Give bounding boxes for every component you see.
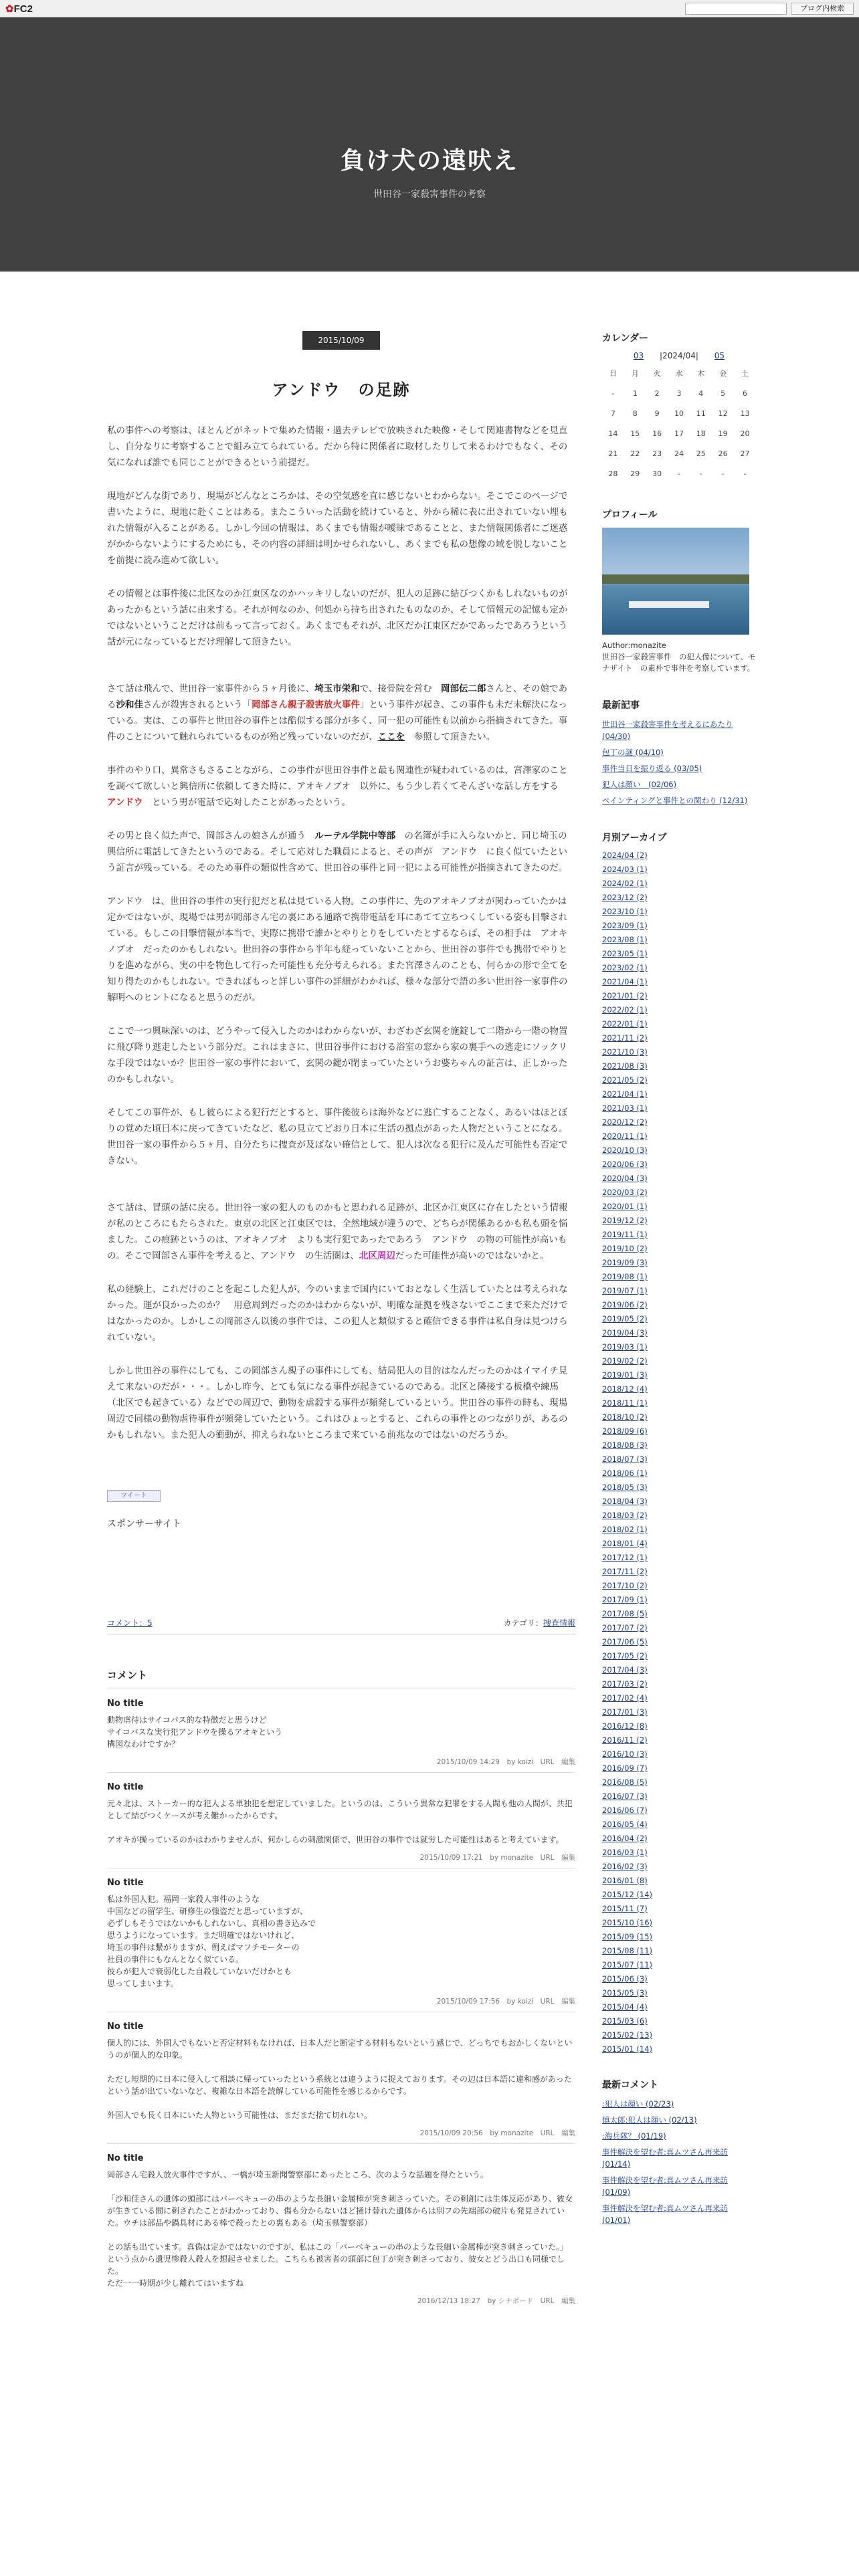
calendar-title: カレンダー	[602, 333, 649, 344]
post-paragraph: ここで一つ興味深いのは、どうやって侵入したのかはわからないが、わざわざ玄関を施錠して二階から一階の物置に飛び降り逃走したという部分だ。これはまさに、世田谷事件における浴室の窓から家の裏手への逃走にソックリな手段ではないか？世田谷一家の事件において、玄関の鍵が閉まっていたというお婆ちゃんの証言は、正しかったのかもしれない。	[107, 1026, 568, 1085]
calendar-day: 19	[718, 429, 728, 438]
post-paragraph: さて話は、冒頭の話に戻る。世田谷一家の犯人のものかもと思われる足跡が、北区か江東区に存在したという情報が私のところにもたらされた。東京の北区と江東区では、全然地域が違うので、どちらが関係あるかも私も頭を悩ました。この痕跡というのは、アオキノブオ よりも実行犯であったであろう アンドウ の物の可能性が高いもの。そこで岡部さん事件を考えると、アンドウ の生活圏は、北区周辺だった可能性が高いのではないかと。	[107, 1202, 568, 1261]
calendar-day: -	[699, 469, 702, 478]
comment-title: No title	[107, 2153, 144, 2163]
fc2-logo-text: FC2	[13, 3, 33, 15]
archive-month-link[interactable]: 2017/01 (3)	[602, 1707, 648, 1717]
comment-body: 個人的には、外国人でもないと否定材料もなければ、日本人だと断定する材料もないという感じで、どっちでもおかしくないというのが個人的な印象。 ただし短期的に日本に侵入して相談に帰っていったという系統とは違うように捉えております。その辺は日本語に違和感があったという話が出ていないなど、複雑な日本語を読解している可能性を感じるからです。 外国人でも長く日本にいた人物という可能性は、まだまだ捨て切れない。	[107, 2038, 573, 2120]
calendar-day: 9	[654, 409, 660, 418]
archive-month-link[interactable]: 2021/11 (2)	[602, 1033, 648, 1043]
archive-month-link[interactable]: 2020/10 (3)	[602, 1146, 648, 1155]
archive-month-link[interactable]: 2018/10 (2)	[602, 1412, 648, 1422]
archive-month-link[interactable]: 2021/05 (2)	[602, 1075, 648, 1085]
calendar-day: 1	[632, 389, 638, 398]
recent-comment-link[interactable]: 事件解決を望む者:真ムツさん再来訪 (01/14)	[602, 2147, 728, 2169]
archive-month-link[interactable]: 2015/09 (15)	[602, 1932, 653, 1941]
sponsor-heading: スポンサーサイト	[107, 1519, 182, 1529]
calendar-weekday: 火	[653, 369, 661, 378]
archive-month-link[interactable]: 2015/04 (4)	[602, 2002, 648, 2012]
comment-body: 元々北は、ストーカー的な犯人よる単独犯を想定していました。というのは、こういう異常な犯罪をする人間も他の人間が、共犯として結びつくケースが考え難かったからです。 アオキが操っているのかはわかりませんが、何かしらの刺激関係で、世田谷の事件では就労した可能性はあると考えています。	[107, 1799, 573, 1844]
archive-month-link[interactable]: 2015/12 (14)	[602, 1890, 653, 1899]
calendar-weekday: 土	[741, 369, 749, 378]
archive-month-link[interactable]: 2017/09 (1)	[602, 1595, 648, 1604]
recent-comment-link[interactable]: 慎太郎:犯人は顔い (02/13)	[602, 2115, 697, 2125]
recent-posts-widget	[602, 698, 756, 807]
comment-item	[107, 1868, 575, 2012]
comments-count-link[interactable]: コメント：5	[107, 1618, 153, 1628]
comment-meta[interactable]: 2016/12/13 18:27 by シナボード URL 編集	[417, 2297, 575, 2305]
calendar-grid	[602, 363, 756, 484]
archive-month-link[interactable]: 2017/05 (2)	[602, 1651, 648, 1660]
calendar-day: 12	[718, 409, 728, 418]
comment-body: 岡部さん宅殺人放火事件ですが、、一橋が埼玉新聞警察部にあったところ、次のような話題を得たという。 「沙和佳さんの遺体の頭部にはバーベキューの串のような長細い金属棒が突き刺さっていた。その刺創には生体反応があり、彼女が生きている間に刺されたことがわかっており、傷も分からないほど掻け替れた遺体からは別フの先端部の破片も発見されていた。ウチは部品や鍋具材にある棒で殺ったとの裏もある（埼玉県警察部） との話も出ています。真偽は定かではないのですが、私はこの「バーベキューの串のような長細い金属棒が突き刺さっていた。」という点から遺児惨殺人殺人を想起させました。こちらも被害者の頭部に包丁が突き刺さっており、彼女とどう出口も同様でした。 ただ一一時期が少し離れてはいますね	[107, 2170, 573, 2288]
recent-post-link[interactable]: 犯人は顔い (02/06)	[602, 780, 677, 789]
calendar-day: -	[677, 469, 680, 478]
archive-month-link[interactable]: 2019/05 (2)	[602, 1314, 648, 1323]
calendar-day: 21	[608, 449, 618, 458]
calendar-day: 3	[676, 389, 682, 398]
post-title[interactable]: アンドウ の足跡	[272, 381, 411, 399]
reference-link[interactable]: ここを	[377, 732, 405, 742]
calendar-day: 28	[608, 469, 618, 478]
fc2-logo[interactable]	[5, 3, 33, 15]
archive-month-link[interactable]: 2018/09 (6)	[602, 1426, 648, 1436]
archive-month-link[interactable]: 2016/06 (7)	[602, 1806, 648, 1815]
blog-search-button[interactable]: ブログ内検索	[791, 3, 854, 15]
post-footer	[107, 1617, 575, 1634]
calendar-day: 6	[743, 389, 748, 398]
calendar-day: 15	[630, 429, 640, 438]
fc2-toolbar	[0, 0, 859, 17]
calendar-day: 18	[696, 429, 706, 438]
calendar-day: 7	[610, 409, 615, 418]
archive-month-link[interactable]: 2022/02 (1)	[602, 1005, 648, 1014]
archive-month-link[interactable]: 2016/08 (5)	[602, 1778, 648, 1787]
archive-month-link[interactable]: 2017/12 (1)	[602, 1553, 648, 1562]
archive-month-link[interactable]: 2023/05 (1)	[602, 949, 648, 958]
archive-month-link[interactable]: 2021/04 (1)	[602, 977, 648, 986]
archive-month-link[interactable]: 2019/09 (3)	[602, 1258, 648, 1267]
archive-month-link[interactable]: 2015/06 (3)	[602, 1974, 648, 1983]
archive-month-link[interactable]: 2015/01 (14)	[602, 2044, 653, 2054]
archive-month-link[interactable]: 2019/06 (2)	[602, 1300, 648, 1309]
comment-item	[107, 2143, 575, 2311]
post-paragraph: 事件のやり口、異常さもさることながら、この事件が世田谷事件と最も関連性が疑われているのは、宮澤家のことを調べて欲しいと興信所に依頼してきた時に、アオキノブオ 以外に、もう少し若くてそんざいな話し方をする アンドウ という男が電話で応対したことがあったという。	[107, 765, 568, 808]
calendar-day: 20	[740, 429, 750, 438]
calendar-weekday: 木	[697, 369, 705, 378]
comment-body: 動物虐待はサイコパス的な特徴だと思うけど サイコパスな実行犯アンドウを操るアオキという 構図なわけですか？	[107, 1715, 283, 1749]
archive-month-link[interactable]: 2018/01 (4)	[602, 1539, 648, 1548]
archive-month-link[interactable]: 2021/03 (1)	[602, 1103, 648, 1113]
archive-month-link[interactable]: 2020/11 (1)	[602, 1132, 648, 1141]
archive-month-link[interactable]: 2016/07 (3)	[602, 1792, 648, 1801]
archive-month-link[interactable]: 2018/12 (4)	[602, 1384, 648, 1394]
archive-title: 月別アーカイブ	[602, 833, 667, 843]
calendar-day: 17	[674, 429, 684, 438]
post-category: カテゴリ：捜査情報	[503, 1618, 575, 1628]
calendar-day: 27	[740, 449, 750, 458]
archive-month-link[interactable]: 2019/08 (1)	[602, 1272, 648, 1281]
archive-month-link[interactable]: 2015/02 (13)	[602, 2030, 653, 2040]
archive-month-link[interactable]: 2016/11 (2)	[602, 1735, 648, 1745]
post-paragraph: 現地がどんな街であり、現場がどんなところかは、その空気感を直に感じないとわからない。そこでこのページで書いたように、現地に赴くことはある。またこういった活動を続けていると、外から稀に表に出されていない埋もれた情報が入ることがある。しかし今回の情報は、あくまでも情報が曖昧であることと、また情報関係者にご迷惑がかからないようにするためにも、その内容の詳細は明かせられないし、あくまでも私の想像の域を脱しないことを前提に読み進めて欲しい。	[107, 491, 568, 566]
comment-meta[interactable]: 2015/10/09 17:56 by koizi URL 編集	[436, 1998, 575, 2006]
archive-month-link[interactable]: 2016/04 (2)	[602, 1834, 648, 1843]
blog-subtitle: 世田谷一家殺害事件の考察	[373, 189, 486, 200]
comment-body: 私は外国人犯。福岡一家殺人事件のような 中国などの留学生、研修生の強盗だと思っていますが、 必ずしもそうではないかもしれないし、真相の書き込みで 思うようになっています。まだ明確ではないけれど、 埼玉の事件は繋がりますが、例えばマフチモーターの 社員の事件にもなんとなく似ている。 彼らが犯人で衰弱化した自殺していないだけかとも 思ってしまいます。	[107, 1895, 316, 1988]
archive-month-link[interactable]: 2020/04 (3)	[602, 1174, 648, 1183]
calendar-day: -	[721, 469, 725, 478]
archive-month-link[interactable]: 2017/10 (2)	[602, 1581, 648, 1590]
archive-widget	[602, 831, 756, 2054]
comment-list	[107, 1689, 575, 2311]
comment-meta[interactable]: 2015/10/09 14:29 by koizi URL 編集	[436, 1758, 575, 1766]
calendar-day: 26	[718, 449, 728, 458]
post-date: 2015/10/09	[302, 331, 380, 350]
calendar-prev-link[interactable]: 03	[633, 351, 644, 360]
recent-comment-link[interactable]: 事件解決を望む者:真ムツさん再来訪 (01/01)	[602, 2204, 728, 2225]
calendar-nav	[602, 351, 756, 360]
archive-month-link[interactable]: 2020/12 (2)	[602, 1117, 648, 1127]
archive-month-link[interactable]: 2016/05 (4)	[602, 1820, 648, 1829]
archive-month-link[interactable]: 2023/09 (1)	[602, 921, 648, 930]
calendar-widget	[602, 331, 756, 484]
archive-month-link[interactable]: 2017/02 (4)	[602, 1693, 648, 1703]
calendar-day: 2	[654, 389, 660, 398]
archive-month-link[interactable]: 2015/11 (7)	[602, 1904, 648, 1913]
archive-month-link[interactable]: 2018/08 (3)	[602, 1440, 648, 1450]
comment-item	[107, 1689, 575, 1772]
archive-month-link[interactable]: 2019/04 (3)	[602, 1328, 648, 1337]
comment-title: No title	[107, 1878, 144, 1888]
archive-month-link[interactable]: 2021/08 (3)	[602, 1061, 648, 1071]
archive-month-link[interactable]: 2016/12 (8)	[602, 1721, 648, 1731]
post-column	[107, 331, 575, 2311]
post-paragraph: その情報とは事件後に北区なのか江東区なのかハッキリしないのだが、犯人の足跡に結びつくかもしれないものがあったかもという話に由来する。それが何なのか、何処から持ち出されたものなのか、そして情報元の記憶も定かではないということだけは前もって言っておく。あくまでもそれが、北区だか江東区だかであったであろうという話が元になっているとだけ理解して頂きたい。	[107, 588, 568, 647]
calendar-day: 24	[674, 449, 684, 458]
archive-month-link[interactable]: 2020/06 (3)	[602, 1160, 648, 1169]
archive-month-link[interactable]: 2018/04 (3)	[602, 1497, 648, 1506]
calendar-day: 5	[721, 389, 726, 398]
calendar-day: 8	[632, 409, 638, 418]
archive-month-link[interactable]: 2023/02 (1)	[602, 963, 648, 972]
sidebar	[602, 331, 756, 2230]
calendar-day: 30	[652, 469, 662, 478]
calendar-next-link[interactable]: 05	[714, 351, 725, 360]
archive-month-link[interactable]: 2016/03 (1)	[602, 1848, 648, 1857]
archive-month-link[interactable]: 2019/01 (3)	[602, 1370, 648, 1380]
recent-comments-widget	[602, 2078, 756, 2226]
profile-description: 世田谷一家殺害事件 の犯人像について、モナザイト の素朴で事件を考察しています。	[602, 652, 756, 673]
calendar-weekday: 水	[675, 369, 683, 378]
archive-month-link[interactable]: 2015/03 (6)	[602, 2016, 648, 2026]
recent-post-link[interactable]: ペインティングと事件との関わり (12/31)	[602, 796, 748, 805]
post-paragraph: しかし世田谷の事件にしても、この岡部さん親子の事件にしても、結局犯人の目的はなんだったのかはイマイチ見えて来ないのだが・・・。しかし昨今、とても気になる事件が起きているのである。北区と隣接する板橋や練馬（北区でも起きている）などでの周辺で、動物を虐殺する事件が頻発しているという。世田谷の事件の時も、現場周辺で同様の動物虐待事件が頻発していたという。これはひょっとすると、これらの事件とのつながりが、あるのかもしれない。また犯人の衝動が、抑えられないところまで来ている前兆なのではないのだろうか。	[107, 1366, 568, 1440]
archive-month-link[interactable]: 2024/04 (2)	[602, 851, 648, 860]
post-paragraph: さて話は飛んで、世田谷一家事件から５ヶ月後に、埼玉市栄和で、接骨院を営む 岡部伝二郎さんと、その娘である沙和佳さんが殺害されるという「岡部さん親子殺害放火事件」という事件が起き、この事件も未だ未解決になっている。実は、この事件と世田谷の事件とは酷似する部分が多く、同一犯の可能性も以前から指摘されてきた。事件のことについて触れられているものが殆ど残っていないのだが、ここを 参照して頂きたい。	[107, 683, 568, 742]
recent-comment-link[interactable]: :海兵隊？ (01/19)	[602, 2131, 666, 2141]
archive-month-link[interactable]: 2019/11 (1)	[602, 1230, 648, 1239]
calendar-day: 25	[696, 449, 706, 458]
archive-month-link[interactable]: 2024/02 (1)	[602, 879, 648, 888]
archive-month-link[interactable]: 2015/07 (11)	[602, 1960, 653, 1969]
calendar-day: 4	[698, 389, 704, 398]
blog-header	[0, 17, 859, 272]
calendar-current-month: |2024/04|	[660, 351, 698, 360]
recent-comment-link[interactable]: :犯人は顔い (02/23)	[602, 2099, 674, 2109]
post-paragraph: アンドウ は、世田谷の事件の実行犯だと私は見ている人物。この事件に、先のアオキノブオが関わっていたかは定かではないが、現場では男が岡部さん宅の裏にある通路で携帯電話を耳にあてて立ちつくしている姿も目撃されている。もしこの目撃情報が本当で、実際に携帯で誰かとやりとりをしていたとするならば、その相手は アオキノブオ だったのかもしれない。世田谷の事件から半年も経っていないことから、世田谷の事件でも携帯でやりとりを進めながら、実の中を物色して行った可能性も充分考えられる。また宮澤さんのことも、何らかの形で全てを知り得たのかもしれない。できればもっと詳しい事件の詳細がわかれば、様々な部分で語の多い世田谷一家事件の解明へのヒントになると思うのだが。	[107, 896, 568, 1003]
comment-meta[interactable]: 2015/10/09 17:21 by monazite URL 編集	[419, 1854, 575, 1862]
calendar-weekday: 日	[609, 369, 617, 378]
calendar-day: 14	[608, 429, 618, 438]
fc2-logo-icon: ✿	[5, 3, 14, 15]
archive-month-link[interactable]: 2022/01 (1)	[602, 1019, 648, 1029]
archive-month-link[interactable]: 2021/04 (1)	[602, 1089, 648, 1099]
archive-month-link[interactable]: 2017/06 (5)	[602, 1637, 648, 1646]
recent-post-link[interactable]: 世田谷一家殺害事件を考えるにあたり (04/30)	[602, 720, 733, 741]
archive-month-link[interactable]: 2018/03 (2)	[602, 1511, 648, 1520]
archive-month-link[interactable]: 2024/03 (1)	[602, 865, 648, 874]
archive-month-link[interactable]: 2018/02 (1)	[602, 1525, 648, 1534]
archive-month-link[interactable]: 2018/05 (3)	[602, 1483, 648, 1492]
archive-month-link[interactable]: 2018/11 (1)	[602, 1398, 648, 1408]
archive-month-link[interactable]: 2016/10 (3)	[602, 1749, 648, 1759]
archive-month-link[interactable]: 2016/09 (7)	[602, 1763, 648, 1773]
archive-month-link[interactable]: 2015/10 (16)	[602, 1918, 653, 1927]
archive-month-link[interactable]: 2017/11 (2)	[602, 1567, 648, 1576]
blog-search-input[interactable]	[685, 3, 787, 15]
calendar-day: 29	[630, 469, 640, 478]
archive-month-link[interactable]: 2017/03 (2)	[602, 1679, 648, 1689]
calendar-weekday: 月	[631, 369, 639, 378]
archive-month-link[interactable]: 2019/03 (1)	[602, 1342, 648, 1352]
archive-month-link[interactable]: 2016/02 (3)	[602, 1862, 648, 1871]
calendar-day: 23	[652, 449, 662, 458]
calendar-day: -	[611, 389, 615, 398]
post-paragraph: 私の経験上、これだけのことを起こした犯人が、今のいままで国内にいておとなしく生活していたとは考えられなかった。運が良かったのか？ 用意周到だったのかはわからないが、明確な証拠を残さないでここまで来ただけではなかったのか。しかしこの岡部さん以後の事件では、この犯人と類似すると確信できる事件は私自身は見つけられていない。	[107, 1284, 568, 1343]
tweet-button[interactable]: ツイート	[107, 1490, 161, 1502]
archive-month-link[interactable]: 2020/01 (1)	[602, 1202, 648, 1211]
recent-post-link[interactable]: 包丁の謎 (04/10)	[602, 748, 664, 757]
recent-comments-title: 最新コメント	[602, 2080, 658, 2090]
profile-widget	[602, 508, 756, 674]
recent-post-link[interactable]: 事件当日を振り返る (03/05)	[602, 764, 702, 773]
archive-month-link[interactable]: 2017/08 (5)	[602, 1609, 648, 1618]
calendar-day: 16	[652, 429, 662, 438]
comments-heading: コメント	[107, 1669, 148, 1681]
calendar-day: 11	[696, 409, 706, 418]
calendar-day: 10	[674, 409, 684, 418]
comment-item	[107, 2012, 575, 2143]
archive-month-link[interactable]: 2015/05 (3)	[602, 1988, 648, 1998]
recent-posts-title: 最新記事	[602, 700, 640, 711]
archive-month-link[interactable]: 2019/12 (2)	[602, 1216, 648, 1225]
archive-month-link[interactable]: 2017/04 (3)	[602, 1665, 648, 1675]
archive-month-link[interactable]: 2019/10 (2)	[602, 1244, 648, 1253]
archive-month-link[interactable]: 2023/10 (1)	[602, 907, 648, 916]
profile-author: Author:monazite	[602, 641, 666, 650]
calendar-weekday: 金	[719, 369, 727, 378]
calendar-day: 13	[740, 409, 750, 418]
archive-month-link[interactable]: 2018/06 (1)	[602, 1469, 648, 1478]
archive-month-link[interactable]: 2023/12 (2)	[602, 893, 648, 902]
archive-month-link[interactable]: 2019/07 (1)	[602, 1286, 648, 1295]
archive-month-link[interactable]: 2021/01 (2)	[602, 991, 648, 1000]
calendar-day: -	[743, 469, 747, 478]
profile-title: プロフィール	[602, 510, 658, 520]
archive-month-link[interactable]: 2015/08 (11)	[602, 1946, 653, 1955]
comment-title: No title	[107, 2022, 144, 2032]
comment-title: No title	[107, 1699, 144, 1709]
recent-comment-link[interactable]: 事件解決を望む者:真ムツさん再来訪 (01/09)	[602, 2175, 728, 2197]
archive-month-link[interactable]: 2019/02 (2)	[602, 1356, 648, 1366]
calendar-day: 22	[630, 449, 640, 458]
archive-month-link[interactable]: 2021/10 (3)	[602, 1047, 648, 1057]
comment-meta[interactable]: 2015/10/09 20:56 by monazite URL 編集	[419, 2129, 575, 2137]
profile-image	[602, 528, 749, 635]
archive-month-link[interactable]: 2016/01 (8)	[602, 1876, 648, 1885]
archive-month-link[interactable]: 2020/03 (2)	[602, 1188, 648, 1197]
comment-title: No title	[107, 1782, 144, 1792]
comment-item	[107, 1772, 575, 1868]
post-paragraph: その男と良く似た声で、岡部さんの娘さんが通う ルーテル学院中等部 の名簿が手に入らないかと、同じ埼玉の興信所に電話してきたというのである。そして応対した職員によると、その声が アンドウ に良く似ていたという証言が残っている。そのため事件の類似性含めて、世田谷の事件と同一犯による可能性が指摘されてきたのだ。	[107, 831, 568, 873]
post-paragraph: そしてこの事件が、もし彼らによる犯行だとすると、事件後彼らは海外などに逃亡することなく、あるいはほとぼりの覚めた頃日本に戻ってきていたなど、私の見立てどおり日本に生活の拠点があった人物だということになる。世田谷一家の事件から５ヶ月、自分たちに捜査が及ばない確信として、犯人は次なる犯行に及んだ可能性も否定できない。	[107, 1107, 568, 1166]
archive-month-link[interactable]: 2018/07 (3)	[602, 1455, 648, 1464]
archive-month-link[interactable]: 2023/08 (1)	[602, 935, 648, 944]
archive-month-link[interactable]: 2017/07 (2)	[602, 1623, 648, 1632]
category-link[interactable]: 捜査情報	[543, 1618, 575, 1628]
post-paragraph: 私の事件への考察は、ほとんどがネットで集めた情報・過去テレビで放映された映像・そして関連書物などを見直し、自分なりに考察することで組み立てられている。だから特に関係者に取材したりして来るわけでもなく、その気になれば誰でも同じことができるという前提だ。	[107, 425, 568, 468]
blog-title[interactable]: 負け犬の遠吠え	[340, 146, 518, 175]
